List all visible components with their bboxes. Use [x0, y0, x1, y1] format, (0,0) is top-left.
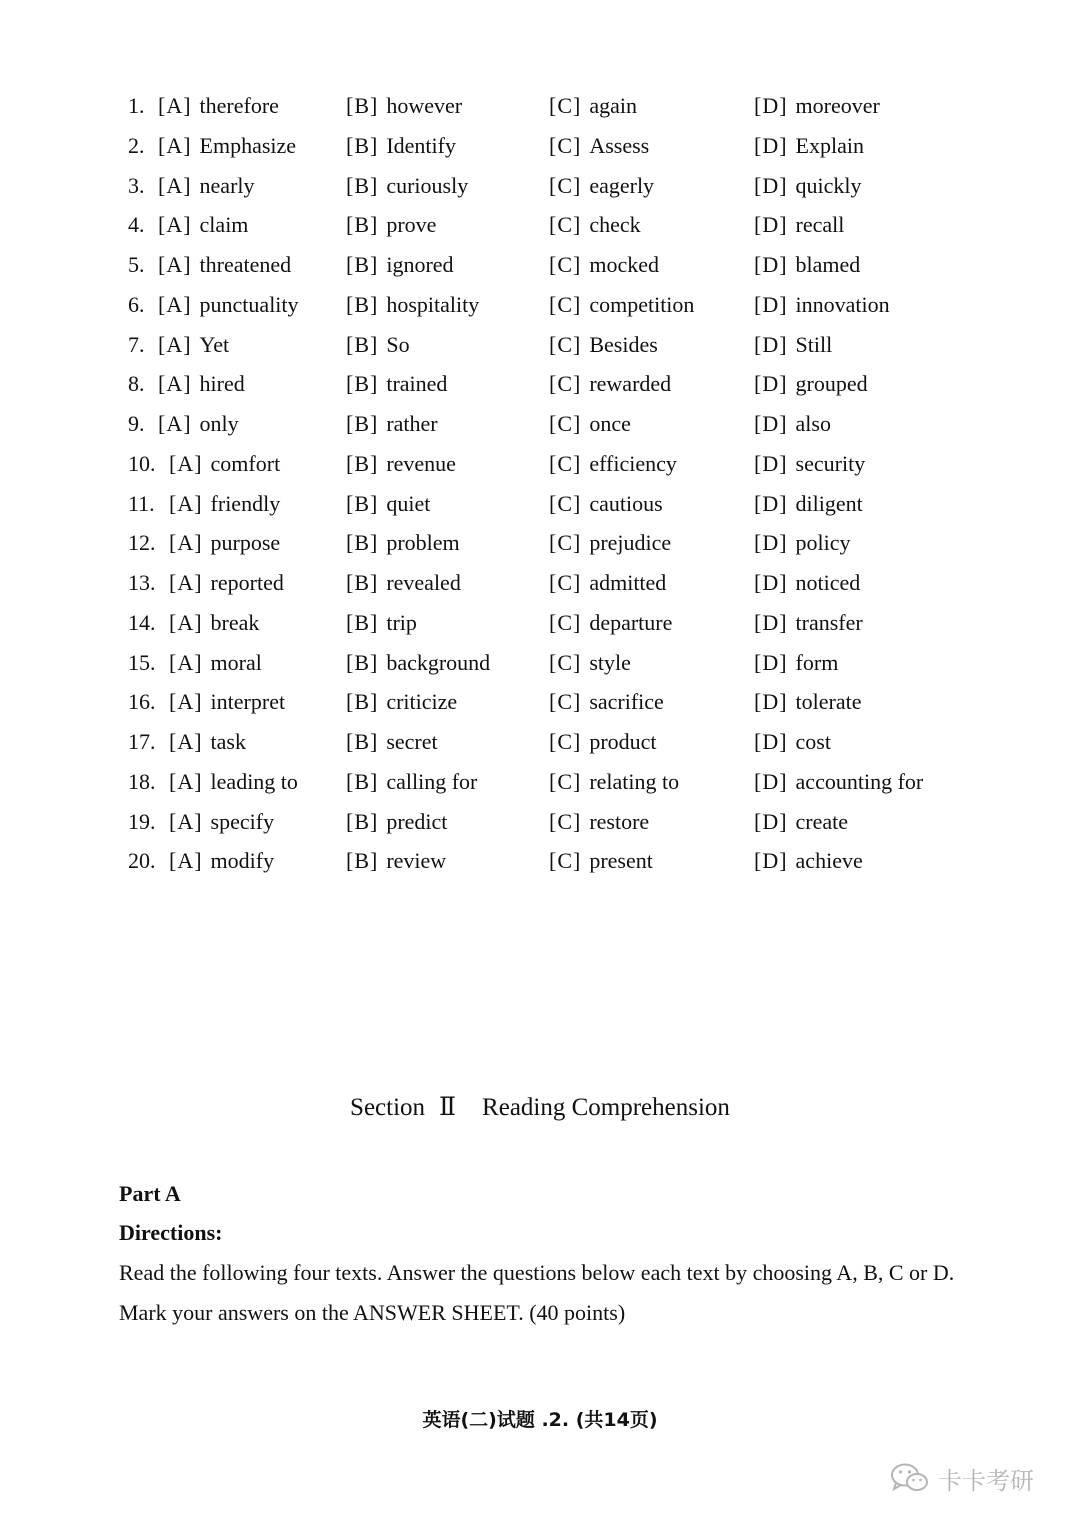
option-d: [754, 364, 868, 404]
option-text: prejudice: [589, 530, 672, 556]
option-letter: [B]: [346, 729, 379, 754]
option-letter: [C]: [549, 212, 582, 238]
option-b: [346, 285, 479, 325]
question-number: 19.: [128, 808, 156, 834]
option-text: claim: [199, 212, 249, 238]
option-text: rather: [386, 411, 438, 436]
option-letter: [A]: [169, 450, 203, 476]
question-row: [0, 603, 1080, 643]
option-c: [549, 523, 671, 563]
option-b: [346, 682, 457, 722]
option-letter: [D]: [754, 291, 788, 317]
option-text: moral: [210, 649, 262, 675]
option-letter: [B]: [346, 450, 379, 476]
option-letter: [A]: [169, 609, 203, 635]
question-row: [0, 325, 1080, 365]
option-d: [754, 762, 923, 802]
option-letter: [A]: [158, 411, 192, 436]
option-letter: [C]: [549, 450, 582, 476]
option-text: moreover: [795, 93, 880, 118]
option-text: product: [589, 729, 657, 754]
option-b: [346, 444, 456, 484]
question-row: [0, 404, 1080, 444]
question-number: 2.: [128, 132, 145, 158]
option-text: threatened: [199, 252, 292, 277]
option-text: again: [589, 93, 637, 118]
option-letter: [C]: [549, 848, 582, 874]
option-d: [754, 802, 848, 842]
option-d: [754, 643, 838, 683]
option-d: [754, 325, 832, 365]
question-row: [0, 245, 1080, 285]
option-b: [346, 205, 436, 245]
question-row: [0, 563, 1080, 603]
option-letter: [D]: [754, 252, 788, 277]
question-number: 1.: [128, 93, 145, 118]
option-b: [346, 841, 446, 881]
option-letter: [A]: [169, 848, 203, 874]
option-text: criticize: [386, 689, 458, 715]
question-row: [0, 682, 1080, 722]
question-row: [0, 841, 1080, 881]
option-b: [346, 325, 410, 365]
option-text: security: [795, 450, 866, 476]
option-letter: [C]: [549, 411, 582, 436]
option-a: [169, 643, 262, 683]
option-letter: [D]: [754, 808, 788, 834]
question-row: [0, 126, 1080, 166]
option-letter: [B]: [346, 411, 379, 436]
option-text: however: [386, 93, 463, 118]
option-text: policy: [795, 530, 851, 556]
option-c: [549, 563, 666, 603]
part-label: Part A: [119, 1181, 181, 1206]
option-c: [549, 484, 663, 524]
option-d: [754, 484, 863, 524]
option-c: [549, 126, 649, 166]
option-c: [549, 285, 694, 325]
option-letter: [A]: [169, 729, 203, 754]
question-number: 20.: [128, 848, 156, 874]
option-c: [549, 364, 671, 404]
option-text: modify: [210, 848, 275, 874]
option-letter: [B]: [346, 848, 379, 874]
option-text: trained: [386, 371, 448, 397]
option-b: [346, 126, 456, 166]
option-text: hospitality: [386, 291, 480, 317]
question-row: [0, 166, 1080, 206]
option-letter: [C]: [549, 530, 582, 556]
option-letter: [D]: [754, 649, 788, 675]
option-letter: [B]: [346, 252, 379, 277]
option-d: [754, 166, 862, 206]
option-text: cautious: [589, 490, 663, 516]
option-letter: [B]: [346, 93, 379, 118]
option-d: [754, 682, 862, 722]
option-letter: [B]: [346, 371, 379, 397]
option-text: ignored: [386, 252, 454, 277]
question-number: 12.: [128, 530, 156, 556]
option-letter: [D]: [754, 172, 788, 198]
option-text: secret: [386, 729, 438, 754]
option-text: mocked: [589, 252, 659, 277]
option-text: friendly: [210, 490, 281, 516]
option-letter: [A]: [169, 689, 203, 715]
section-prefix: Section: [350, 1094, 426, 1121]
option-letter: [D]: [754, 570, 788, 595]
option-letter: [D]: [754, 530, 788, 556]
option-text: revenue: [386, 450, 456, 476]
question-row: [0, 802, 1080, 842]
option-text: background: [386, 649, 491, 675]
option-text: create: [795, 808, 849, 834]
option-letter: [B]: [346, 212, 379, 238]
option-b: [346, 722, 438, 762]
option-letter: [D]: [754, 411, 788, 436]
question-row: [0, 722, 1080, 762]
option-b: [346, 86, 462, 126]
option-text: quiet: [386, 490, 431, 516]
option-a: [158, 166, 255, 206]
option-b: [346, 245, 454, 285]
option-text: trip: [386, 609, 417, 635]
option-b: [346, 404, 438, 444]
option-letter: [C]: [549, 649, 582, 675]
option-letter: [C]: [549, 172, 582, 198]
option-letter: [B]: [346, 530, 379, 556]
option-letter: [D]: [754, 212, 788, 238]
option-text: competition: [589, 291, 695, 317]
option-text: eagerly: [589, 172, 655, 198]
option-a: [158, 404, 239, 444]
option-text: achieve: [795, 848, 863, 874]
option-text: rewarded: [589, 371, 672, 397]
option-a: [158, 245, 291, 285]
option-c: [549, 166, 654, 206]
option-a: [158, 285, 299, 325]
option-d: [754, 404, 831, 444]
option-text: only: [199, 411, 239, 436]
option-c: [549, 205, 641, 245]
option-text: Identify: [386, 132, 456, 158]
question-number: 9.: [128, 411, 145, 436]
option-text: efficiency: [589, 450, 677, 476]
option-a: [158, 364, 245, 404]
option-text: specify: [210, 808, 275, 834]
option-letter: [A]: [158, 212, 192, 238]
option-a: [169, 603, 259, 643]
option-text: reported: [210, 570, 284, 595]
option-text: purpose: [210, 530, 281, 556]
option-letter: [C]: [549, 570, 582, 595]
option-text: recall: [795, 212, 845, 238]
option-text: leading to: [210, 768, 298, 794]
option-letter: [A]: [158, 132, 192, 158]
option-text: noticed: [795, 570, 861, 595]
question-number: 6.: [128, 291, 145, 317]
option-c: [549, 722, 657, 762]
option-text: therefore: [199, 93, 279, 118]
option-b: [346, 563, 461, 603]
option-d: [754, 722, 831, 762]
option-text: review: [386, 848, 447, 874]
section-numeral: Ⅱ: [439, 1094, 457, 1121]
question-number: 11.: [128, 490, 155, 516]
option-text: also: [795, 411, 831, 436]
option-a: [169, 563, 284, 603]
option-letter: [C]: [549, 768, 582, 794]
option-a: [169, 722, 246, 762]
option-letter: [C]: [549, 371, 582, 397]
option-b: [346, 802, 447, 842]
option-text: innovation: [795, 291, 890, 317]
option-letter: [A]: [169, 490, 203, 516]
question-number: 4.: [128, 212, 145, 238]
option-letter: [A]: [169, 768, 203, 794]
option-text: once: [589, 411, 631, 436]
option-c: [549, 86, 637, 126]
option-text: check: [589, 212, 641, 238]
question-row: [0, 643, 1080, 683]
option-a: [158, 205, 248, 245]
option-letter: [B]: [346, 689, 379, 715]
option-text: Explain: [795, 132, 864, 158]
option-c: [549, 802, 649, 842]
option-letter: [B]: [346, 649, 379, 675]
option-letter: [D]: [754, 93, 788, 118]
option-text: revealed: [386, 570, 461, 595]
option-text: accounting for: [795, 768, 924, 794]
option-text: form: [795, 649, 839, 675]
question-number: 17.: [128, 729, 156, 754]
option-letter: [B]: [346, 609, 379, 635]
question-row: [0, 205, 1080, 245]
option-text: blamed: [795, 252, 861, 277]
option-letter: [B]: [346, 570, 379, 595]
option-letter: [C]: [549, 808, 582, 834]
option-text: Emphasize: [199, 132, 297, 158]
watermark-text: 卡卡考研: [938, 1466, 1034, 1495]
option-text: Still: [795, 331, 833, 357]
option-d: [754, 126, 864, 166]
option-text: nearly: [199, 172, 255, 198]
option-text: prove: [386, 212, 437, 238]
option-text: departure: [589, 609, 673, 635]
option-text: comfort: [210, 450, 281, 476]
option-text: diligent: [795, 490, 863, 516]
wechat-icon: [890, 1462, 930, 1494]
option-c: [549, 841, 653, 881]
option-c: [549, 404, 631, 444]
option-letter: [B]: [346, 132, 379, 158]
option-text: curiously: [386, 172, 469, 198]
option-text: task: [210, 729, 246, 754]
option-letter: [B]: [346, 768, 379, 794]
option-letter: [A]: [169, 808, 203, 834]
question-row: [0, 523, 1080, 563]
option-letter: [D]: [754, 768, 788, 794]
option-a: [169, 802, 274, 842]
option-c: [549, 643, 631, 683]
section-title-text: Reading Comprehension: [482, 1094, 730, 1121]
option-d: [754, 563, 860, 603]
option-d: [754, 523, 851, 563]
watermark: [890, 1458, 1034, 1498]
option-letter: [D]: [754, 450, 788, 476]
question-row: [0, 285, 1080, 325]
option-a: [169, 523, 280, 563]
option-letter: [B]: [346, 291, 379, 317]
option-a: [158, 126, 296, 166]
option-a: [169, 841, 274, 881]
question-number: 7.: [128, 331, 145, 357]
option-c: [549, 603, 672, 643]
option-letter: [A]: [169, 530, 203, 556]
option-letter: [C]: [549, 729, 582, 754]
option-text: grouped: [795, 371, 868, 397]
option-letter: [B]: [346, 331, 379, 357]
option-letter: [A]: [158, 172, 192, 198]
question-number: 10.: [128, 450, 156, 476]
option-letter: [B]: [346, 172, 379, 198]
option-a: [169, 682, 285, 722]
question-number: 18.: [128, 768, 156, 794]
option-letter: [D]: [754, 371, 788, 397]
question-row: [0, 762, 1080, 802]
option-letter: [C]: [549, 252, 582, 277]
option-text: hired: [199, 371, 245, 397]
option-d: [754, 285, 890, 325]
option-letter: [C]: [549, 331, 582, 357]
option-text: problem: [386, 530, 460, 556]
option-b: [346, 166, 468, 206]
question-number: 15.: [128, 649, 156, 675]
option-a: [169, 762, 298, 802]
option-text: Assess: [589, 132, 650, 158]
option-text: admitted: [589, 570, 667, 595]
option-letter: [D]: [754, 689, 788, 715]
option-text: relating to: [589, 768, 680, 794]
page-footer: 英语(二)试题 .2. (共14页): [422, 1409, 658, 1431]
option-c: [549, 325, 658, 365]
question-row: [0, 364, 1080, 404]
question-number: 8.: [128, 371, 145, 397]
question-options-list: [0, 86, 1080, 881]
question-number: 13.: [128, 570, 156, 595]
option-letter: [A]: [158, 291, 192, 317]
option-text: predict: [386, 808, 448, 834]
option-letter: [D]: [754, 848, 788, 874]
option-letter: [C]: [549, 609, 582, 635]
option-text: tolerate: [795, 689, 862, 715]
option-letter: [B]: [346, 808, 379, 834]
option-text: quickly: [795, 172, 862, 198]
option-letter: [D]: [754, 609, 788, 635]
option-d: [754, 86, 880, 126]
option-letter: [C]: [549, 132, 582, 158]
option-text: break: [210, 609, 260, 635]
option-d: [754, 603, 863, 643]
option-b: [346, 603, 417, 643]
option-text: restore: [589, 808, 650, 834]
option-c: [549, 682, 664, 722]
option-letter: [A]: [158, 252, 192, 277]
option-letter: [C]: [549, 93, 582, 118]
question-row: [0, 86, 1080, 126]
option-letter: [C]: [549, 490, 582, 516]
option-letter: [D]: [754, 331, 788, 357]
option-letter: [D]: [754, 132, 788, 158]
option-letter: [D]: [754, 729, 788, 754]
option-letter: [C]: [549, 689, 582, 715]
option-d: [754, 444, 865, 484]
section-heading: [0, 1088, 1080, 1128]
option-letter: [A]: [169, 649, 203, 675]
option-text: Besides: [589, 331, 658, 357]
option-c: [549, 245, 659, 285]
question-number: 16.: [128, 689, 156, 715]
option-text: calling for: [386, 768, 478, 794]
option-d: [754, 205, 844, 245]
question-number: 3.: [128, 172, 145, 198]
option-letter: [A]: [158, 93, 192, 118]
option-d: [754, 245, 860, 285]
option-letter: [B]: [346, 490, 379, 516]
option-text: present: [589, 848, 653, 874]
question-row: [0, 484, 1080, 524]
option-text: Yet: [199, 331, 230, 357]
option-text: punctuality: [199, 291, 299, 317]
option-text: interpret: [210, 689, 286, 715]
option-b: [346, 484, 430, 524]
question-number: 14.: [128, 609, 156, 635]
option-c: [549, 444, 677, 484]
option-letter: [C]: [549, 291, 582, 317]
option-letter: [A]: [158, 331, 192, 357]
directions-label: Directions:: [119, 1220, 223, 1245]
option-a: [169, 444, 280, 484]
option-b: [346, 523, 460, 563]
question-number: 5.: [128, 252, 145, 277]
option-b: [346, 762, 477, 802]
option-text: transfer: [795, 609, 863, 635]
directions-text: Read the following four texts. Answer the questions below each text by choosing A, B, C or D. Mark your answers on the ANSWER SHEET. (40 points): [119, 1260, 955, 1325]
option-text: sacrifice: [589, 689, 664, 715]
option-a: [158, 86, 279, 126]
option-letter: [A]: [158, 371, 192, 397]
option-text: style: [589, 649, 631, 675]
option-letter: [A]: [169, 570, 203, 595]
option-b: [346, 364, 447, 404]
question-row: [0, 444, 1080, 484]
option-text: So: [386, 331, 410, 357]
option-c: [549, 762, 679, 802]
option-b: [346, 643, 490, 683]
option-a: [158, 325, 229, 365]
option-a: [169, 484, 280, 524]
option-text: cost: [795, 729, 831, 754]
option-letter: [D]: [754, 490, 788, 516]
option-d: [754, 841, 863, 881]
